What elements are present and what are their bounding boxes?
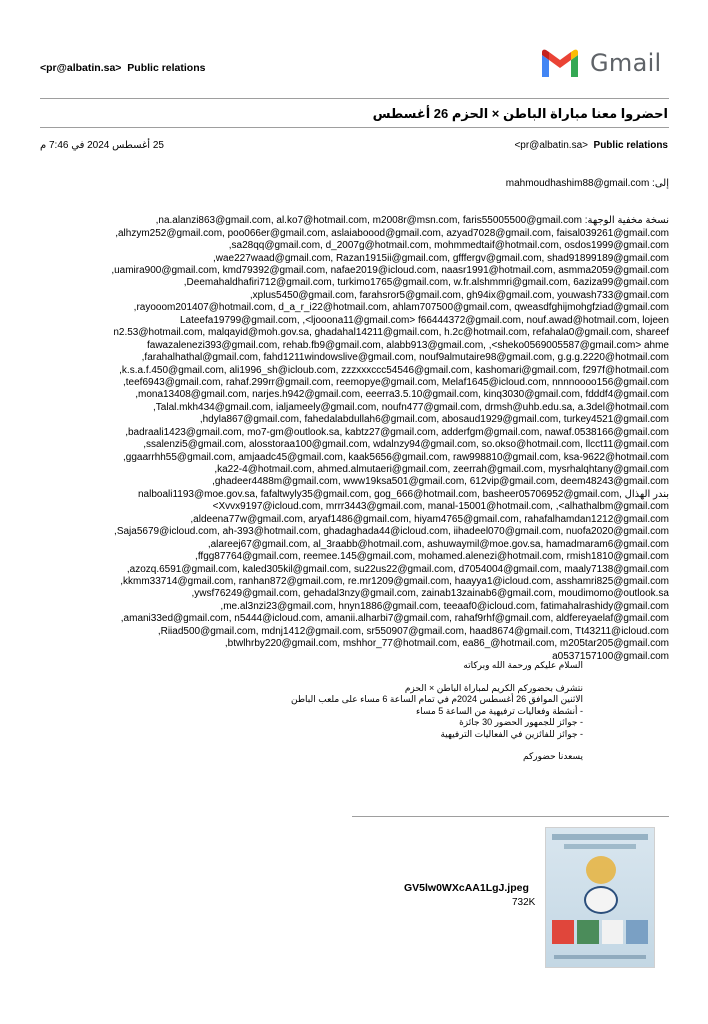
recipient-line: ghadeer4488m@gmail.com, www19ksa501@gmail.com, 612vip@gmail.com, deem48243@gmail.com, <box>212 476 669 488</box>
thumb-emblem <box>586 856 616 884</box>
thumb-footer-band <box>554 955 646 959</box>
message-date: 25 أغسطس 2024 في 7:46 م <box>40 140 164 151</box>
recipient-line: Talal.mkh434@gmail.com, ialjameely@gmail.com, noufn477@gmail.com, drmsh@uhb.edu.sa, a.3del@hotmail.com, <box>153 401 669 413</box>
recipient-line: aldeena77w@gmail.com, aryaf1486@gmail.com, hiyam4765@gmail.com, rahafalhamdan1212@gmail.com, <box>190 513 669 525</box>
gmail-wordmark: Gmail <box>590 49 662 77</box>
recipient-line: alhzym252@gmail.com, poo066er@gmail.com, aslaiaboood@gmail.com, azyad7028@gmail.com, faisal039261@gmail.com, <box>115 227 669 239</box>
recipient-line: farahalhathal@gmail.com, fahd1211windowslive@gmail.com, nouf9almutaire98@gmail.com, g.g.g.2220@hotmail.com, <box>141 352 669 364</box>
recipient-line: btwlhrby220@gmail.com, mshhor_77@hotmail.com, ea86_@hotmail.com, m205tar205@gmail.com, <box>224 638 669 650</box>
recipient-line: k.s.a.f.450@gmail.com, ali1996_sh@icloub.com, zzzxxxccc54546@gmail.com, kashomari@gmail.com, f297f@hotmail.com, <box>119 364 669 376</box>
recipient-line: me.al3nzi23@gmail.com, hnyn1886@gmail.com, teeaaf0@icloud.com, fatimahalrashidy@gmail.com, <box>220 600 669 612</box>
recipient-line: azozq.6591@gmail.com, kaled305kil@gmail.com, su22us22@gmail.com, d7054004@gmail.com, maaly7138@gmail.com, <box>126 563 669 575</box>
attachment-size: 732K <box>512 897 536 908</box>
recipient-line: نسخة مخفية الوجهة: na.alanzi863@gmail.com, al.ko7@hotmail.com, m2008r@msn.com, faris55005500@gmail.com, <box>155 215 669 227</box>
recipient-line: Saja5679@icloud.com, ah-393@hotmail.com, ghadaghada44@icloud.com, iihadeel070@gmail.com, nuofa2020@gmail.com, <box>114 526 669 538</box>
recipient-line: kkmm33714@gmail.com, ranhan872@gmail.com, re.mr1209@gmail.com, haayya1@icloud.com, asshamri825@gmail.com, <box>120 575 669 587</box>
recipient-line: Xvvx9197@icloud.com, mrrr3443@gmail.com, manal-15001@hotmail.com, ,<alhathalbm@gmail.com> <box>212 501 669 513</box>
recipient-line: hdyla867@gmail.com, fahedalabdullah6@gmail.com, abosaud1929@gmail.com, turkey4521@gmail.com, <box>199 414 669 426</box>
thumb-prize-images <box>552 920 648 944</box>
recipient-line: fawazalenezi393@gmail.com, rehab.fb9@gmail.com, alabb913@gmail.com, ,<sheko0569005587@gmail.com> ahme <box>147 339 669 351</box>
recipient-line: Riiad500@gmail.com, mdnj1412@gmail.com, sr550907@gmail.com, haad8674@gmail.com, Tt43211@icloud.com, <box>157 625 669 637</box>
recipients-block <box>40 153 669 675</box>
gmail-m-icon <box>540 47 580 79</box>
message-body <box>291 660 583 763</box>
attachment-divider <box>352 816 669 817</box>
recipient-line: sa28qq@gmail.com, d_2007g@hotmail.com, mohmmedtaif@hotmail.com, osdos1999@gmail.com, <box>228 240 669 252</box>
recipient-line: alareej67@gmail.com, al_3raabb@hotmail.com, ashuwaymil@moe.gov.sa, hamadmaram6@gmail.com, <box>207 538 669 550</box>
bcc-lines <box>40 215 669 663</box>
divider-subject <box>40 127 669 128</box>
recipient-line: amani33ed@gmail.com, n5444@icloud.com, amanii.alharbi7@gmail.com, rahaf9rhf@gmail.com, aldfereyaelaf@gmail.com, <box>120 613 669 625</box>
recipient-line: n2.53@hotmail.com, malqayid@moh.gov.sa, ghadahal14211@gmail.com, h.2c@hotmail.com, refahala0@gmail.com, shareef <box>113 327 669 339</box>
attachment-thumbnail[interactable] <box>545 827 655 968</box>
print-header-sender <box>40 62 205 74</box>
gmail-logo <box>540 47 662 79</box>
recipient-line: ka22-4@hotmail.com, ahmed.almutaeri@gmail.com, zeerrah@gmail.com, mysrhalqhtany@gmail.com, <box>214 464 669 475</box>
divider-top <box>40 98 669 99</box>
body-closing: يسعدنا حضوركم <box>523 751 583 761</box>
recipient-line: ywsf76249@gmail.com, gehadal3nzy@gmail.com, zainab13zainab6@gmail.com, moudimomo@outlook.sa, <box>191 588 669 600</box>
thumb-header-band <box>552 834 648 840</box>
from-email: <pr@albatin.sa> <box>514 140 588 151</box>
recipient-line: ffgg87764@gmail.com, reemee.145@gmail.com, mohamed.alenezi@hotmail.com, rmish1810@gmail.com, <box>195 551 669 563</box>
recipient-line: ssalenzi5@gmail.com, alosstoraa100@gmail.com, wdalnzy94@gmail.com, so.okso@hotmail.com, llcct11@gmail.com, <box>143 439 669 451</box>
thumb-club-seal-icon <box>584 886 618 914</box>
to-line: إلى: mahmoudhashim88@gmail.com <box>505 177 669 189</box>
header-sender-email: <pr@albatin.sa> <box>40 62 122 74</box>
body-line: - جوائز للجمهور الحضور 30 جائزة <box>459 717 583 727</box>
recipient-line: Deemahaldhafiri712@gmail.com, turkimo1765@gmail.com, w.fr.alshmmri@gmail.com, 6aziza99@gmail.com, <box>183 277 669 289</box>
message-from <box>514 140 668 151</box>
recipient-line: rayooom201407@hotmail.com, d_a_r_i22@hotmail.com, ahlam707500@gmail.com, qweasdfghijmohgfziad@gmail.com, <box>133 302 669 314</box>
body-line: نتشرف بحضوركم الكريم لمباراة الباطن × الحزم <box>404 682 583 693</box>
thumb-subheader-band <box>564 844 636 849</box>
recipient-line: mona13408@gmail.com, narjes.h942@gmail.com, eeerra3.5.10@gmail.com, kinq3030@gmail.com, fdddf4@gmail.com, <box>135 389 669 401</box>
recipient-line: teef6943@gmail.com, rahaf.299rr@gmail.com, reemopye@gmail.com, Melaf1645@icloud.com, nnnnoooo156@gmail.com, <box>122 376 669 388</box>
recipient-line: badraali1423@gmail.com, mo7-gm@outlook.sa, kabtz27@gmail.com, adderfgm@gmail.com, nawaf.0538166@gmail.com, <box>125 426 669 438</box>
attachment-filename[interactable]: GV5lw0WXcAA1LgJ.jpeg <box>404 882 529 894</box>
recipient-line: wae227waad@gmail.com, Razan1915ii@gmail.com, gfffergv@gmail.com, shad91899189@gmail.com, <box>212 252 669 264</box>
recipient-line: Lateefa19799@gmail.com, ,<ljooona11@gmail.com> f66444372@gmail.com, nouf.awad@hotmail.com, lojeen <box>179 314 669 326</box>
header-sender-name: Public relations <box>127 62 206 74</box>
body-line: - أنشطة وفعاليات ترفيهية من الساعة 5 مساء <box>415 705 583 716</box>
body-greeting: السلام عليكم ورحمة الله وبركاته <box>463 660 583 670</box>
from-name: Public relations <box>593 140 668 151</box>
recipient-line: a0537157100@gmail.com <box>552 650 669 662</box>
body-line: - جوائز للفائزين في الفعاليات الترفيهية <box>440 728 583 739</box>
recipient-line: ggaarrhh55@gmail.com, amjaadc45@gmail.com, kaak5656@gmail.com, raw998810@gmail.com, ksa-9622@hotmail.com, <box>123 451 669 463</box>
body-line: الاثنين الموافق 26 أغسطس 2024م في تمام الساعة 6 مساء على ملعب الباطن <box>291 694 583 704</box>
email-subject: احضروا معنا مباراة الباطن × الحزم 26 أغسطس <box>372 106 668 121</box>
recipient-line: uamira900@gmail.com, kmd79392@gmail.com, nafae2019@icloud.com, naasr1991@hotmail.com, asmma2059@gmail.com, <box>111 265 669 276</box>
recipient-line: بندر الهذال ,nalboali1193@moe.gov.sa, fafaltwyly35@gmail.com, gog_666@hotmail.com, basheer05706952@gmail.com <box>137 488 669 500</box>
recipient-line: xplus5450@gmail.com, farahsror5@gmail.com, gh94ix@gmail.com, youwash733@gmail.com, <box>249 289 669 301</box>
